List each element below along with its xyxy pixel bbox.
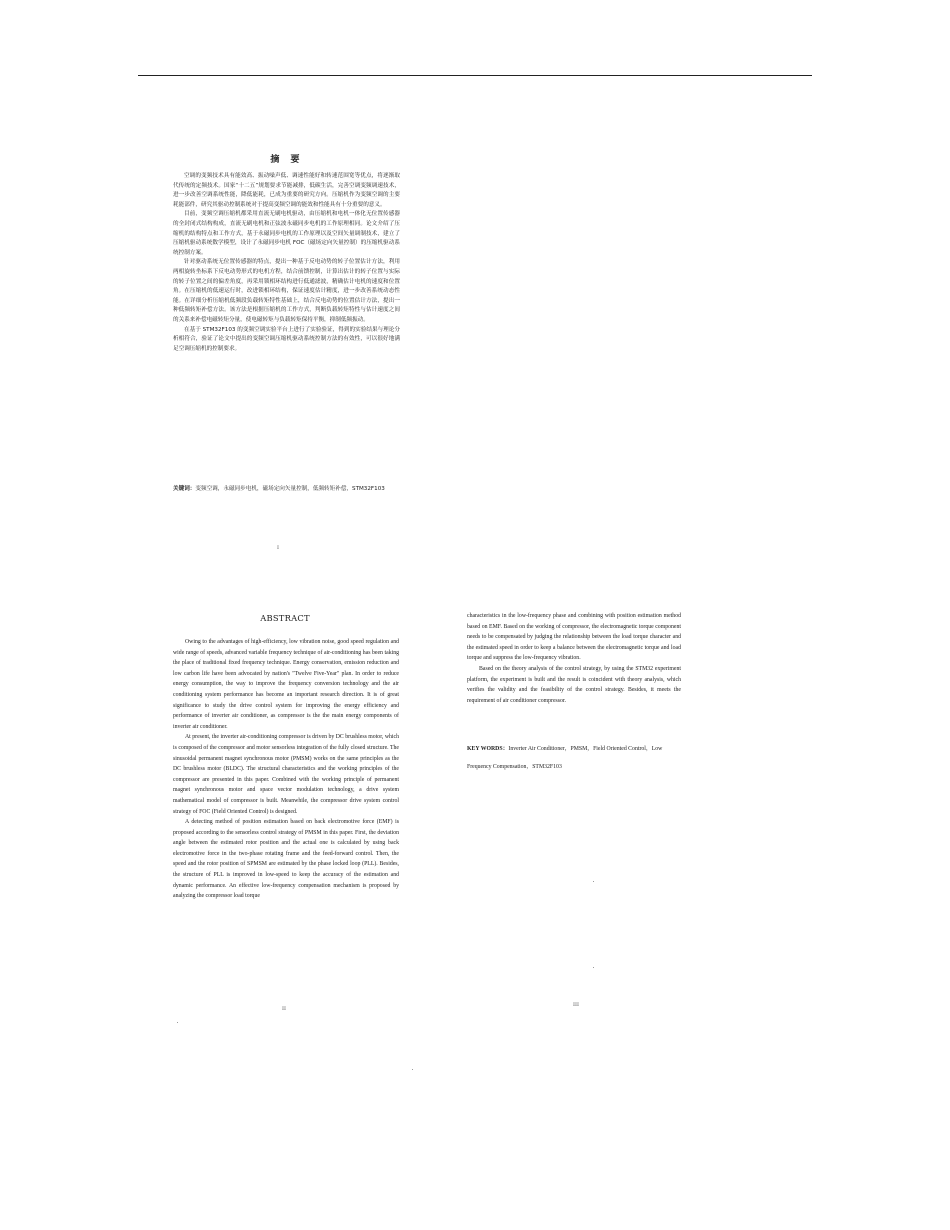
cn-paragraph-2: 目前，变频空调压缩机都采用直流无刷电机驱动，由压缩机和电机一体化无位置传感器的全封闭式结构构成，直流无刷电机和正弦波永磁同步电机的工作原理相同。论文介绍了压缩机的结构特点和工作方式，基于永磁同步电机的工作原理以及空间矢量调制技术，建立了压缩机驱动系统数学模型，设计了永磁同步电机 FOC（磁场定向矢量控制）的压缩机驱动系统控制方案。 xyxy=(173,211,400,256)
scan-speck xyxy=(412,1069,413,1070)
en-paragraph-3-continued: characteristics in the low-frequency phase and combining with position estimation method based on EMF. Based on the working of compressor, the electromagnetic torque component needs to be compensated by judging the relationship between the load torque character and the estimated speed in order to keep a balance between the electromagnetic torque and load torque and suppress the low-frequency vibration. xyxy=(467,613,681,662)
en-right-column xyxy=(467,611,681,706)
cn-page-number: I xyxy=(277,545,279,551)
scan-speck xyxy=(593,881,594,882)
cn-abstract-body xyxy=(173,172,400,354)
scan-speck xyxy=(593,967,594,968)
scan-speck xyxy=(177,1022,178,1023)
cn-abstract-title: 摘 要 xyxy=(270,155,304,165)
cn-keywords-label: 关键词： xyxy=(173,486,196,492)
en-paragraph-2: At present, the inverter air-conditioning compressor is driven by DC brushless motor, which is composed of the compressor and motor sensorless integration of the fully closed structure. The sinusoidal permanent magnet synchronous motor (PMSM) works on the same principles as the DC brushless motor (BLDC). The structural characteristics and the working principles of the compressor are presented in this paper. Combined with the working principle of permanent magnet synchronous motor and space vector modulation technology, a drive system mathematical model of compressor is built. Meanwhile, the compressor drive system control strategy of FOC (Field Oriented Control) is designed. xyxy=(173,734,399,815)
en-page-number-right: III xyxy=(573,1002,579,1008)
en-paragraph-1: Owing to the advantages of high-efficiency, low vibration noise, good speed regulation and wide range of speeds, advanced variable frequency technique of air-conditioning has been taking the place of traditional fixed frequency technique. Energy conservation, emission reduction and low carbon life have been advocated by nation's "Twelve Five-Year" plan. In order to reduce energy consumption, the way to improve the frequency conversion technology and the air conditioning system performance has become an important research direction. It is of great significance to study the drive control system for improving the energy efficiency and performance of inverter air conditioner, as compressor is the the main energy components of inverter air conditioner. xyxy=(173,639,399,730)
en-paragraph-3: A detecting method of position estimation based on back electromotive force (EMF) is proposed according to the sensorless control strategy of PMSM in this paper. First, the deviation angle between the estimated rotor position and the actual one is calculated by using back electromotive force in the two-phase rotating frame and the feed-forward control. Then, the speed and the rotor position of SPMSM are estimated by the phase locked loop (PLL). Besides, the structure of PLL is improved in low-speed to keep the accuracy of the estimation and dynamic performance. An effective low-frequency compensation mechanism is proposed by analyzing the compressor load torque xyxy=(173,819,399,900)
en-page-number-left: II xyxy=(282,1006,286,1012)
cn-paragraph-4: 在基于 STM32F103 的变频空调实验平台上进行了实验验证，得到的实验结果与理论分析相符合，验证了论文中提出的变频空调压缩机驱动系统控制方法的有效性，可以很好地满足空调压缩机的控制要求。 xyxy=(173,326,400,352)
en-keywords xyxy=(467,740,681,776)
cn-keywords-text: 变频空调，永磁同步电机，磁场定向矢量控制，低频转矩补偿，STM32F103 xyxy=(195,486,385,492)
en-abstract-title: ABSTRACT xyxy=(260,613,310,623)
cn-paragraph-1: 空调的变频技术具有能效高、振动噪声低、调速性能好和转速范围宽等优点，将逐渐取代传统的定频技术。国家“十二五”规划要求节能减排，低碳生活，完善空调变频调速技术，进一步改善空调系统性能，降低能耗，已成为重要的研究方向。压缩机作为变频空调的主要耗能部件，研究其驱动控制系统对于提高变频空调的能效和性能具有十分重要的意义。 xyxy=(173,173,400,208)
header-rule xyxy=(138,75,812,76)
en-keywords-text: Inverter Air Conditioner，PMSM，Field Oriented Control，Low Frequency Compensation，STM32F103 xyxy=(467,746,663,770)
en-paragraph-4: Based on the theory analysis of the control strategy, by using the STM32 experiment platform, the experiment is built and the result is coincident with theory analysis, which verifies the validity and the feasibility of the control strategy. Besides, it meets the requirement of air conditioner compressor. xyxy=(467,665,681,704)
cn-keywords xyxy=(173,484,400,494)
cn-paragraph-3: 针对驱动系统无位置传感器的特点，提出一种基于反电动势的转子位置估计方法，利用两相旋转坐标系下反电动势形式的电机方程，结合前馈控制，计算出估计的转子位置与实际的转子位置之间的偏差角度，再采用锁相环结构进行低通滤波，精确估计电机的速度和位置角。在压缩机的低速运行时，改进锁相环结构，保证速度估计精度，进一步改善系统动态性能。在详细分析压缩机低频段负载转矩特性基础上，结合反电动势的位置估计方法，提出一种低频转矩补偿方法。该方法是根据压缩机的工作方式，判断负载转矩特性与估计速度之间的关系来补偿电磁转矩分量，使电磁转矩与负载转矩保持平衡，抑制低频振动。 xyxy=(173,259,400,323)
en-left-column xyxy=(173,637,399,902)
en-keywords-label: KEY WORDS： xyxy=(467,746,509,752)
